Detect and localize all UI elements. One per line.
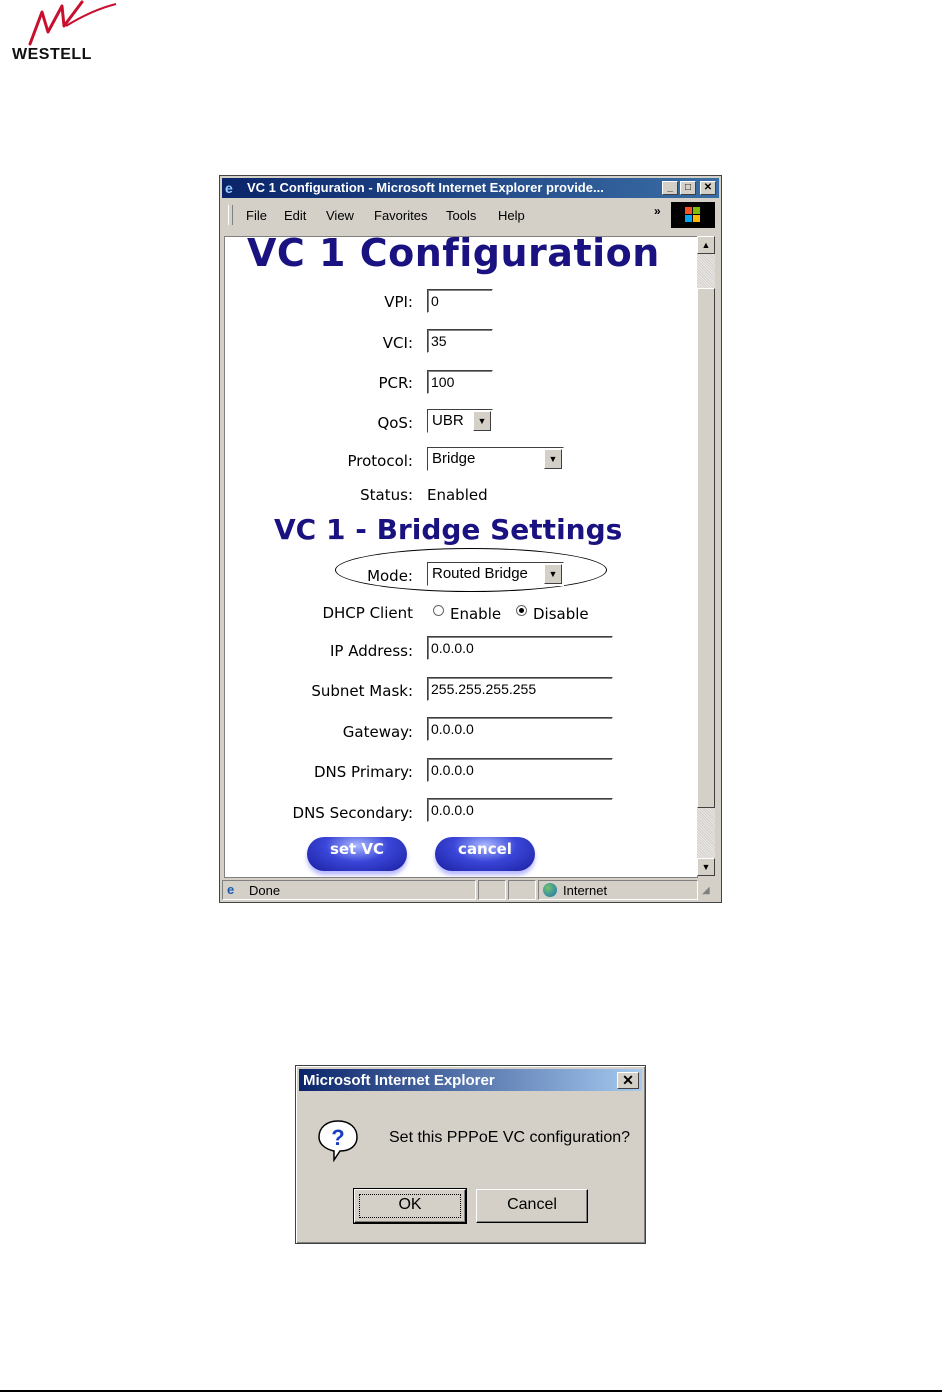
- window-title: VC 1 Configuration - Microsoft Internet Explorer provide...: [247, 180, 604, 195]
- page-icon: e: [227, 882, 235, 897]
- status-cell-blank: [478, 880, 506, 900]
- dhcp-disable-label: Disable: [533, 605, 589, 623]
- vpi-input[interactable]: [427, 289, 493, 313]
- westell-logo: [12, 0, 122, 70]
- status-bar: [222, 879, 719, 901]
- dhcp-disable-radio[interactable]: [516, 605, 527, 616]
- dialog-cancel-button[interactable]: [476, 1189, 588, 1223]
- dropdown-arrow-icon[interactable]: ▼: [544, 449, 562, 469]
- status-cell-blank: [508, 880, 536, 900]
- qos-label: QoS:: [377, 414, 413, 432]
- svg-text:?: ?: [331, 1125, 345, 1150]
- vpi-label: VPI:: [384, 293, 413, 311]
- menu-view[interactable]: View: [326, 208, 354, 223]
- menu-help[interactable]: Help: [498, 208, 525, 223]
- status-label: Status:: [360, 486, 413, 504]
- menu-file[interactable]: File: [246, 208, 267, 223]
- chevron-icon[interactable]: »: [654, 204, 661, 218]
- page-title: VC 1 Configuration: [247, 236, 660, 275]
- question-icon: [316, 1118, 360, 1162]
- status-cell-main: [222, 880, 476, 900]
- gateway-label: Gateway:: [342, 723, 413, 741]
- menu-favorites[interactable]: Favorites: [374, 208, 428, 223]
- vci-input[interactable]: [427, 329, 493, 353]
- focus-rect: [359, 1194, 461, 1218]
- title-bar[interactable]: [222, 178, 719, 198]
- qos-select[interactable]: [427, 409, 493, 433]
- minimize-button[interactable]: _: [662, 181, 678, 195]
- status-text: Done: [249, 883, 281, 898]
- dropdown-arrow-icon[interactable]: ▼: [473, 411, 491, 431]
- pcr-input[interactable]: [427, 370, 493, 394]
- scroll-up-icon[interactable]: ▲: [697, 236, 715, 254]
- page-content: [224, 236, 698, 878]
- mode-label: Mode:: [367, 567, 413, 585]
- ip-address-input[interactable]: [427, 636, 613, 660]
- protocol-label: Protocol:: [347, 452, 413, 470]
- maximize-button[interactable]: □: [680, 181, 696, 195]
- dns-secondary-input[interactable]: [427, 798, 613, 822]
- ok-button[interactable]: [354, 1189, 466, 1223]
- dropdown-arrow-icon[interactable]: ▼: [544, 564, 562, 584]
- menu-bar: [222, 200, 719, 232]
- resize-grip-icon[interactable]: ◢: [702, 885, 710, 896]
- dns-secondary-label: DNS Secondary:: [292, 804, 413, 822]
- scroll-thumb[interactable]: [697, 288, 715, 808]
- protocol-select[interactable]: [427, 447, 564, 471]
- ip-address-label: IP Address:: [329, 642, 413, 660]
- dialog-title: Microsoft Internet Explorer: [303, 1072, 495, 1089]
- cancel-label: Cancel: [507, 1196, 557, 1213]
- menu-edit[interactable]: Edit: [284, 208, 307, 223]
- status-value: Enabled: [427, 486, 488, 504]
- vertical-scrollbar[interactable]: [697, 236, 715, 876]
- dhcp-enable-label: Enable: [450, 605, 502, 623]
- vci-label: VCI:: [382, 334, 413, 352]
- windows-logo-icon: [671, 202, 715, 228]
- bridge-settings-heading: VC 1 - Bridge Settings: [274, 513, 623, 546]
- qos-value: UBR: [432, 412, 464, 429]
- dns-primary-input[interactable]: [427, 758, 613, 782]
- zone-text: Internet: [563, 883, 608, 898]
- ok-label: OK: [398, 1196, 422, 1213]
- protocol-value: Bridge: [432, 450, 476, 467]
- dialog-title-bar[interactable]: [299, 1069, 642, 1091]
- dialog-message: Set this PPPoE VC configuration?: [389, 1129, 631, 1146]
- page-rule: [0, 1390, 942, 1392]
- westell-mark-icon: [12, 0, 122, 46]
- menu-tools[interactable]: Tools: [446, 208, 477, 223]
- scroll-down-icon[interactable]: ▼: [697, 858, 715, 876]
- globe-icon: [543, 883, 557, 897]
- confirm-dialog: [295, 1065, 646, 1244]
- browser-window: [219, 175, 722, 903]
- toolbar-grip[interactable]: [228, 205, 233, 225]
- gateway-input[interactable]: [427, 717, 613, 741]
- set-vc-button[interactable]: set VC: [307, 837, 407, 871]
- dns-primary-label: DNS Primary:: [314, 763, 413, 781]
- cancel-button[interactable]: cancel: [435, 837, 535, 871]
- close-button[interactable]: ✕: [700, 181, 716, 195]
- logo-wordmark: WESTELL: [12, 46, 92, 63]
- dhcp-enable-radio[interactable]: [433, 605, 444, 616]
- close-icon[interactable]: ✕: [617, 1072, 639, 1089]
- ie-icon: e: [225, 180, 233, 196]
- subnet-mask-label: Subnet Mask:: [311, 682, 413, 700]
- dhcp-label: DHCP Client: [322, 604, 413, 622]
- pcr-label: PCR:: [378, 374, 413, 392]
- mode-value: Routed Bridge: [432, 565, 528, 582]
- status-cell-zone: [538, 880, 698, 900]
- subnet-mask-input[interactable]: [427, 677, 613, 701]
- mode-select[interactable]: [427, 562, 564, 586]
